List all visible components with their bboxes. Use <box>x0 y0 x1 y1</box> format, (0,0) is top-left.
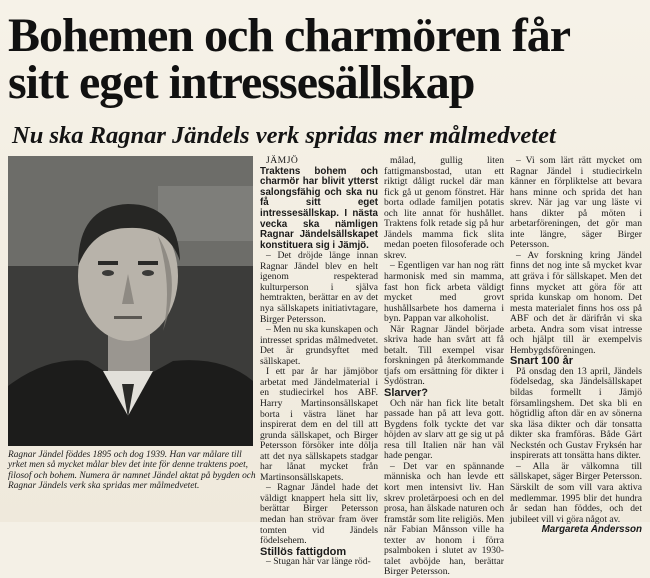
crosshead-stillos-fattigdom: Stillös fattigdom <box>260 545 347 558</box>
paragraph: När Ragnar Jändel började skriva hade han svårt att få betalt. Till exempel visar forskningen på återkommande tjafs om ersättning för dikter i Sydöstran. <box>384 323 504 388</box>
dateline: JÄMJÖ <box>266 155 299 166</box>
paragraph: På onsdag den 13 april, Jändels födelsedag, ska Jändelsällskapet bildas formellt i Jämjö församlingshem. Det ska bli en högtidlig afton där en av sönerna ska läsa dikter och där tonsatta dikter ska framföras. Både Gärt Neckstén och Gustav Fryksén har inspirerats att tonsätta hans dikter. <box>510 365 642 462</box>
headline-line-2: sitt eget intressesällskap <box>8 56 475 109</box>
crosshead-snart-100-ar: Snart 100 år <box>510 355 573 368</box>
byline: Margareta Andersson <box>541 524 642 536</box>
paragraph: målad, gullig liten fattigmansbostad, utan ett riktigt dåligt ruckel där man fick gå ut genom fönstret. Här borta odlade familjen potatis och lite annat för hushållet. Traktens folk retade sig på hur Jändels mamma fick slita medan poeten filosoferade och skrev. <box>384 155 504 261</box>
portrait-photo <box>8 156 253 446</box>
headline <box>8 9 644 109</box>
paragraph: – Stugan här var länge röd- <box>266 556 371 568</box>
paragraph: I ett par år har jämjöbor arbetat med Jändelmaterial i en studiecirkel hos ABF. Harry Martinsonsällskapet borta i västra länet har inspirerat dem en del till att grunda sällskapet, och Birger Petersson försöker inte dölja att det nya sällskapets stadgar har lånat mycket från Martinsonsällskapets. <box>260 366 378 483</box>
photo-caption: Ragnar Jändel föddes 1895 och dog 1939. Han var målare till yrket men så mycket målar blev det inte för denne traktens poet, filosof och bohem. Numera är namnet Jändel aktat på bygden och Ragnar Jändels verk ska spridas mer målmedvetet. <box>8 450 256 492</box>
paragraph: – Vi som lärt rätt mycket om Ragnar Jändel i studiecirkeln känner en förpliktelse att bevara hans minne och sprida det han skrev. När jag var ung läste vi hans dikter på möten i arbetarföreningen, det gör man inte längre, säger Birger Petersson. <box>510 155 642 251</box>
paragraph: – Egentligen var han nog rätt harmonisk med sin mamma, fast hon fick arbeta väldigt mycket med grovt hushållsarbete hos damerna i byn. Pappan var alkoholist. <box>384 260 504 325</box>
portrait-illustration <box>8 156 253 446</box>
article-column-1 <box>260 156 378 568</box>
headline-line-1: Bohemen och charmören får <box>8 9 571 62</box>
crosshead-slarver: Slarver? <box>384 387 429 400</box>
article-column-2 <box>384 156 504 578</box>
subheadline: Nu ska Ragnar Jändels verk spridas mer målmedvetet <box>12 122 556 149</box>
paragraph: Och när han fick lite betalt passade han på att leva gott. Bygdens folk tyckte det var höjden av slarv att ge sig ut på resa till Italien när han väl hade pengar. <box>384 397 504 462</box>
paragraph: – Men nu ska kunskapen och intresset spridas målmedvetet. Det är grundsyftet med sällskapet. <box>260 324 378 367</box>
paragraph: – Alla är välkomna till sällskapet, säger Birger Petersson. Särskilt de som vill vara aktiva medlemmar. 1995 blir det hundra år sedan han föddes, och det jubileet vill vi göra något av. <box>510 460 642 525</box>
paragraph: – Ragnar Jändel hade det väldigt knappert hela sitt liv, berättar Birger Petersson medan han strövar fram över tomten vid Jändels födelsehem. <box>260 482 378 547</box>
paragraph: – Av forskning kring Jändel finns det nog inte så mycket kvar att gräva i för sällskapet. Men det finns mycket att göra för att sprida kunskap om honom. Det mesta materialet finns hos oss på ABF och det är därifrån vi ska arbeta. Andra som visat intresse och hjälpt till är exempelvis Hembygdsföreningen. <box>510 249 642 356</box>
paragraph: – Det var en spännande människa och han levde ett kort men intensivt liv. Han skrev proletärpoesi och en del prosa, han älskade naturen och framstår som lite religiös. Men när Fabian Månsson ville ha texter av honom i förra psalmboken i slutet av 1930-talet avböjde han, berättar Birger Petersson. <box>384 460 504 578</box>
article-column-3 <box>510 156 642 536</box>
article-lead: Traktens bohem och charmör har blivit ytterst salongsfähig och ska nu få sitt eget intressesällskap. I nästa vecka ska nämligen Ragnar Jändelsällskapet konstituera sig i Jämjö. <box>260 165 378 251</box>
paragraph: – Det dröjde länge innan Ragnar Jändel blev en helt igenom respekterad kulturperson i själva hemtrakten, berättar en av det nya sällskapets initiativtagare, Birger Petersson. <box>260 250 378 325</box>
